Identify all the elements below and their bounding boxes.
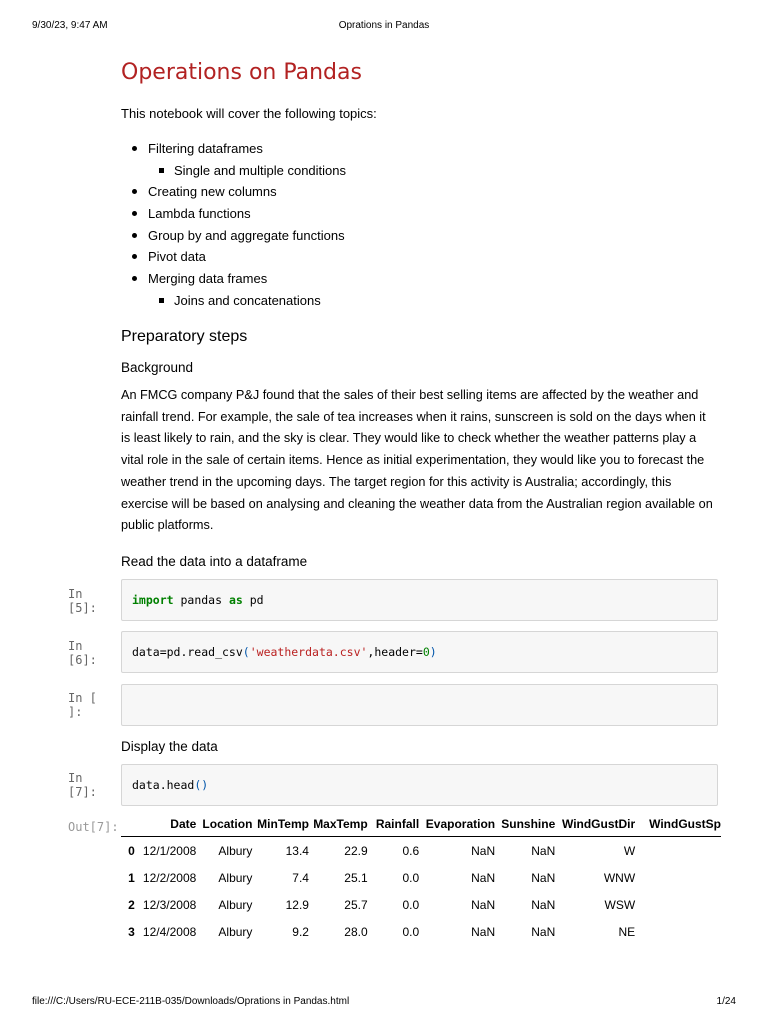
table-cell: WSW xyxy=(604,897,636,912)
table-cell: 0.0 xyxy=(402,870,420,885)
table-cell: Albury xyxy=(218,843,253,858)
table-row xyxy=(121,837,721,865)
topic-item: Merging data frames xyxy=(121,268,346,290)
table-cell: NaN xyxy=(471,843,496,858)
cell-prompt-in5: In [5]: xyxy=(68,587,97,615)
code-cell-import[interactable] xyxy=(121,579,718,621)
print-datetime: 9/30/23, 9:47 AM xyxy=(32,20,108,31)
background-paragraph: An FMCG company P&J found that the sales of their best selling items are affected by the weather and rainfall trend. For example, the sale of tea increases when it rains, sunscreen is sold on the days when it is least likely to rain, and the sky is clear. They would like to check whether the weather patterns play a vital role in the sale of certain items. Hence as initial experimentation, they would like you to forecast the weather trend in the upcoming days. The target region for this activity is Australia; accordingly, this exercise will be based on analysing and cleaning the weather data from the Australian region available on public platforms. xyxy=(121,388,713,533)
code-cell-read-csv[interactable] xyxy=(121,631,718,673)
table-cell: NaN xyxy=(471,897,496,912)
column-header: Location xyxy=(196,812,252,837)
read-data-heading: Read the data into a dataframe xyxy=(121,554,308,569)
table-cell xyxy=(635,891,721,918)
row-index: 0 xyxy=(128,843,135,858)
table-cell: NaN xyxy=(531,843,556,858)
table-cell: W xyxy=(623,843,636,858)
table-cell: NE xyxy=(618,924,636,939)
topic-subitem: Single and multiple conditions xyxy=(121,160,346,182)
table-cell: 28.0 xyxy=(344,924,368,939)
table-cell: NaN xyxy=(531,924,556,939)
table-cell: NaN xyxy=(531,870,556,885)
topic-item: Group by and aggregate functions xyxy=(121,225,346,247)
display-data-heading: Display the data xyxy=(121,739,218,754)
table-cell: Albury xyxy=(218,924,253,939)
table-cell: Albury xyxy=(218,897,253,912)
dataframe-header-row xyxy=(121,812,721,837)
row-index: 1 xyxy=(128,870,135,885)
topic-item: Lambda functions xyxy=(121,203,346,225)
table-cell: 0.6 xyxy=(402,843,420,858)
print-title: Oprations in Pandas xyxy=(338,20,430,31)
code-line: import pandas as pd xyxy=(132,593,264,607)
print-header xyxy=(0,20,768,34)
page-number: 1/24 xyxy=(716,996,736,1007)
code-cell-head[interactable] xyxy=(121,764,718,806)
table-row xyxy=(121,891,721,918)
topic-item: Pivot data xyxy=(121,246,346,268)
column-header: WindGustDir xyxy=(555,812,635,837)
table-cell: 0.0 xyxy=(402,924,420,939)
column-header: Date xyxy=(135,812,197,837)
table-row xyxy=(121,918,721,945)
table-cell xyxy=(635,864,721,891)
topic-item: Filtering dataframes xyxy=(121,138,346,160)
cell-prompt-out7: Out[7]: xyxy=(68,820,119,834)
topic-item: Creating new columns xyxy=(121,181,346,203)
table-cell: 13.4 xyxy=(285,843,309,858)
table-cell xyxy=(635,918,721,945)
cell-prompt-empty: In [ ]: xyxy=(68,691,97,719)
column-header: MaxTemp xyxy=(309,812,368,837)
column-header: Rainfall xyxy=(368,812,420,837)
notebook-title: Operations on Pandas xyxy=(121,60,362,85)
topics-list xyxy=(121,138,346,312)
table-cell: NaN xyxy=(531,897,556,912)
index-header xyxy=(121,812,135,837)
table-cell: 9.2 xyxy=(292,924,309,939)
column-header: WindGustSp xyxy=(635,812,721,837)
table-cell: NaN xyxy=(471,924,496,939)
table-cell: 12/1/2008 xyxy=(142,843,197,858)
intro-text: This notebook will cover the following topics: xyxy=(121,106,377,121)
background-heading: Background xyxy=(121,360,194,375)
table-cell: NaN xyxy=(471,870,496,885)
table-cell: 12/3/2008 xyxy=(142,897,197,912)
section-heading-preparatory: Preparatory steps xyxy=(121,328,248,345)
code-line: data=pd.read_csv('weatherdata.csv',header=0) xyxy=(132,645,437,659)
table-cell: 22.9 xyxy=(344,843,368,858)
table-cell: WNW xyxy=(603,870,636,885)
column-header: Sunshine xyxy=(495,812,555,837)
cell-prompt-in6: In [6]: xyxy=(68,639,97,667)
row-index: 2 xyxy=(128,897,135,912)
table-row xyxy=(121,864,721,891)
file-path: file:///C:/Users/RU-ECE-211B-035/Downloads/Oprations in Pandas.html xyxy=(32,996,350,1007)
table-cell: Albury xyxy=(218,870,253,885)
table-cell: 12/4/2008 xyxy=(142,924,197,939)
table-cell xyxy=(635,837,721,865)
print-footer xyxy=(0,996,768,1010)
column-header: MinTemp xyxy=(252,812,309,837)
code-line: data.head() xyxy=(132,778,209,792)
table-cell: 25.7 xyxy=(344,897,368,912)
cell-prompt-in7: In [7]: xyxy=(68,771,97,799)
topic-subitem: Joins and concatenations xyxy=(121,290,346,312)
table-cell: 25.1 xyxy=(344,870,368,885)
code-cell-empty[interactable] xyxy=(121,684,718,726)
row-index: 3 xyxy=(128,924,135,939)
table-cell: 12.9 xyxy=(285,897,309,912)
table-cell: 0.0 xyxy=(402,897,420,912)
table-cell: 7.4 xyxy=(292,870,309,885)
dataframe-output xyxy=(121,812,721,952)
table-cell: 12/2/2008 xyxy=(142,870,197,885)
dataframe-table xyxy=(121,812,721,945)
column-header: Evaporation xyxy=(419,812,495,837)
